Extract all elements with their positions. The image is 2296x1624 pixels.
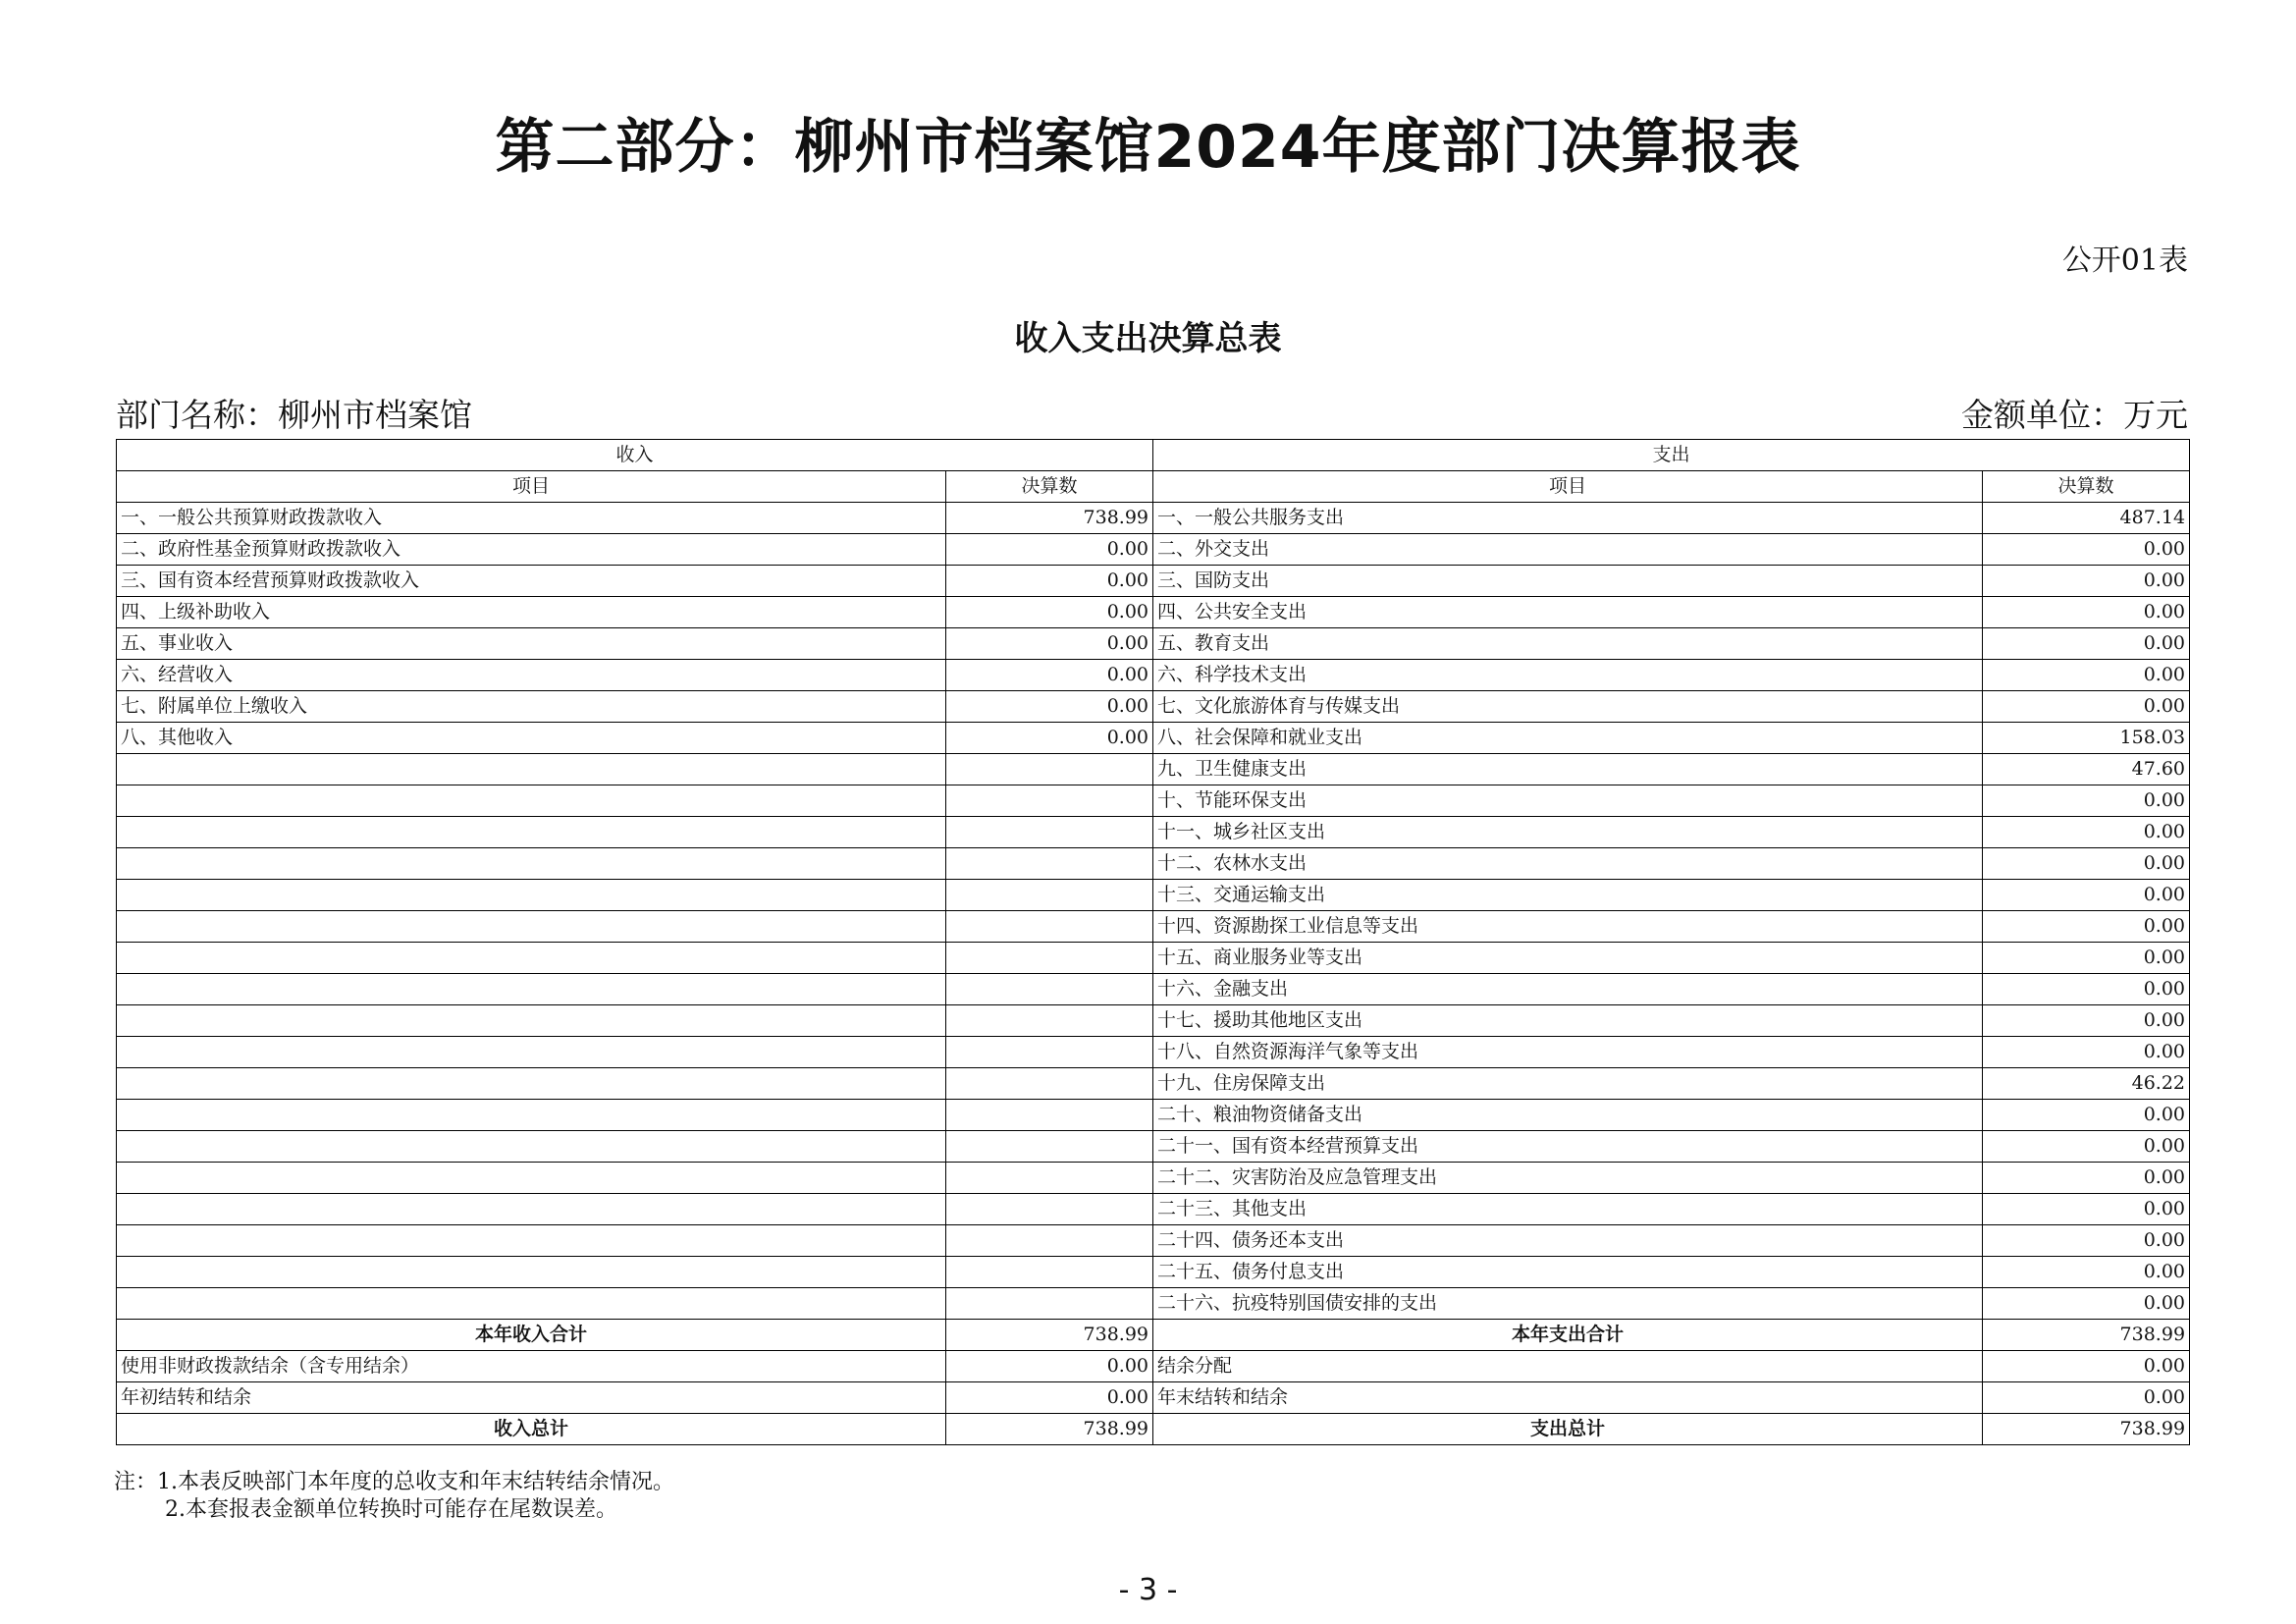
expenditure-item: 年末结转和结余 (1153, 1382, 1983, 1414)
expenditure-item: 一、一般公共服务支出 (1153, 503, 1983, 534)
income-amount (946, 848, 1153, 880)
income-item (117, 785, 946, 817)
year-income-total-label: 本年收入合计 (117, 1320, 946, 1351)
income-amount (946, 1288, 1153, 1320)
form-code: 公开01表 (2061, 244, 2188, 278)
income-amount (946, 943, 1153, 974)
income-item (117, 1037, 946, 1068)
expenditure-grand-total-label: 支出总计 (1153, 1414, 1983, 1445)
table-row (117, 723, 2190, 754)
expenditure-amount: 0.00 (1983, 1163, 2190, 1194)
expenditure-item: 十二、农林水支出 (1153, 848, 1983, 880)
income-item (117, 943, 946, 974)
notes (114, 1469, 674, 1524)
amount-unit: 金额单位：万元 (1961, 396, 2188, 434)
table-row (117, 1194, 2190, 1225)
income-item (117, 880, 946, 911)
income-item (117, 1131, 946, 1163)
expenditure-grand-total-amount: 738.99 (1983, 1414, 2190, 1445)
expenditure-item: 十五、商业服务业等支出 (1153, 943, 1983, 974)
table-row (117, 1351, 2190, 1382)
expenditure-item: 十六、金融支出 (1153, 974, 1983, 1005)
table-row (117, 1163, 2190, 1194)
expenditure-item: 十八、自然资源海洋气象等支出 (1153, 1037, 1983, 1068)
income-amount (946, 1194, 1153, 1225)
income-amount: 738.99 (946, 503, 1153, 534)
income-amount (946, 1257, 1153, 1288)
income-item (117, 1100, 946, 1131)
table-row (117, 566, 2190, 597)
expenditure-item: 结余分配 (1153, 1351, 1983, 1382)
income-amount (946, 754, 1153, 785)
expenditure-item: 二十、粮油物资储备支出 (1153, 1100, 1983, 1131)
income-item (117, 848, 946, 880)
income-amount (946, 974, 1153, 1005)
expenditure-section-header: 支出 (1153, 440, 2190, 471)
expenditure-amount: 0.00 (1983, 880, 2190, 911)
expenditure-amount: 0.00 (1983, 1382, 2190, 1414)
page-number: - 3 - (1118, 1573, 1178, 1607)
income-item (117, 1288, 946, 1320)
note-1: 注：1.本表反映部门本年度的总收支和年末结转结余情况。 (114, 1470, 674, 1494)
income-item: 五、事业收入 (117, 628, 946, 660)
expenditure-amount-header: 决算数 (1983, 471, 2190, 503)
table-row (117, 1225, 2190, 1257)
expenditure-amount: 0.00 (1983, 1100, 2190, 1131)
year-income-total-amount: 738.99 (946, 1320, 1153, 1351)
income-item (117, 754, 946, 785)
expenditure-item: 十一、城乡社区支出 (1153, 817, 1983, 848)
expenditure-amount: 0.00 (1983, 1194, 2190, 1225)
table-row (117, 1288, 2190, 1320)
income-amount: 0.00 (946, 723, 1153, 754)
table-row (117, 943, 2190, 974)
expenditure-amount: 158.03 (1983, 723, 2190, 754)
table-row (117, 1100, 2190, 1131)
expenditure-amount: 0.00 (1983, 660, 2190, 691)
table-row (117, 1382, 2190, 1414)
income-amount: 0.00 (946, 566, 1153, 597)
income-amount (946, 1131, 1153, 1163)
income-item (117, 1005, 946, 1037)
year-expenditure-total-label: 本年支出合计 (1153, 1320, 1983, 1351)
expenditure-item: 十四、资源勘探工业信息等支出 (1153, 911, 1983, 943)
table-row (117, 1257, 2190, 1288)
income-item: 使用非财政拨款结余（含专用结余） (117, 1351, 946, 1382)
table-row (117, 1037, 2190, 1068)
expenditure-amount: 0.00 (1983, 691, 2190, 723)
income-item (117, 817, 946, 848)
income-amount: 0.00 (946, 628, 1153, 660)
expenditure-amount: 0.00 (1983, 1005, 2190, 1037)
section-header-row (117, 440, 2190, 471)
expenditure-amount: 0.00 (1983, 848, 2190, 880)
expenditure-amount: 0.00 (1983, 597, 2190, 628)
expenditure-amount: 0.00 (1983, 1131, 2190, 1163)
income-amount (946, 1163, 1153, 1194)
expenditure-item-header: 项目 (1153, 471, 1983, 503)
table-row (117, 848, 2190, 880)
income-item (117, 974, 946, 1005)
expenditure-item: 八、社会保障和就业支出 (1153, 723, 1983, 754)
expenditure-amount: 47.60 (1983, 754, 2190, 785)
expenditure-item: 四、公共安全支出 (1153, 597, 1983, 628)
table-row (117, 1068, 2190, 1100)
income-amount: 0.00 (946, 597, 1153, 628)
income-item-header: 项目 (117, 471, 946, 503)
table-row (117, 880, 2190, 911)
expenditure-amount: 0.00 (1983, 785, 2190, 817)
income-item (117, 1068, 946, 1100)
income-amount: 0.00 (946, 660, 1153, 691)
expenditure-item: 十九、住房保障支出 (1153, 1068, 1983, 1100)
expenditure-amount: 0.00 (1983, 974, 2190, 1005)
expenditure-amount: 0.00 (1983, 1288, 2190, 1320)
table-row (117, 974, 2190, 1005)
expenditure-amount: 0.00 (1983, 911, 2190, 943)
expenditure-amount: 0.00 (1983, 1225, 2190, 1257)
expenditure-amount: 0.00 (1983, 566, 2190, 597)
expenditure-item: 七、文化旅游体育与传媒支出 (1153, 691, 1983, 723)
expenditure-item: 二十六、抗疫特别国债安排的支出 (1153, 1288, 1983, 1320)
year-expenditure-total-amount: 738.99 (1983, 1320, 2190, 1351)
expenditure-amount: 0.00 (1983, 534, 2190, 566)
expenditure-item: 六、科学技术支出 (1153, 660, 1983, 691)
column-header-row (117, 471, 2190, 503)
income-amount (946, 1037, 1153, 1068)
expenditure-item: 五、教育支出 (1153, 628, 1983, 660)
income-amount (946, 911, 1153, 943)
expenditure-item: 二十五、债务付息支出 (1153, 1257, 1983, 1288)
table-row (117, 817, 2190, 848)
expenditure-item: 十三、交通运输支出 (1153, 880, 1983, 911)
expenditure-item: 二十三、其他支出 (1153, 1194, 1983, 1225)
income-item: 六、经营收入 (117, 660, 946, 691)
table-row (117, 911, 2190, 943)
expenditure-amount: 0.00 (1983, 628, 2190, 660)
income-amount: 0.00 (946, 1382, 1153, 1414)
income-amount (946, 1005, 1153, 1037)
expenditure-amount: 0.00 (1983, 943, 2190, 974)
table-row (117, 785, 2190, 817)
table-row (117, 754, 2190, 785)
expenditure-amount: 0.00 (1983, 1037, 2190, 1068)
expenditure-amount: 0.00 (1983, 1351, 2190, 1382)
income-item (117, 911, 946, 943)
income-expenditure-table (116, 439, 2190, 1445)
expenditure-item: 十、节能环保支出 (1153, 785, 1983, 817)
income-item (117, 1163, 946, 1194)
income-item: 三、国有资本经营预算财政拨款收入 (117, 566, 946, 597)
expenditure-item: 二十四、债务还本支出 (1153, 1225, 1983, 1257)
table-row (117, 1005, 2190, 1037)
income-item: 一、一般公共预算财政拨款收入 (117, 503, 946, 534)
table-row (117, 691, 2190, 723)
expenditure-item: 二、外交支出 (1153, 534, 1983, 566)
table-row (117, 597, 2190, 628)
income-amount (946, 785, 1153, 817)
expenditure-item: 二十一、国有资本经营预算支出 (1153, 1131, 1983, 1163)
expenditure-item: 十七、援助其他地区支出 (1153, 1005, 1983, 1037)
income-amount (946, 1225, 1153, 1257)
income-amount-header: 决算数 (946, 471, 1153, 503)
expenditure-amount: 46.22 (1983, 1068, 2190, 1100)
expenditure-amount: 487.14 (1983, 503, 2190, 534)
income-item (117, 1225, 946, 1257)
expenditure-item: 九、卫生健康支出 (1153, 754, 1983, 785)
expenditure-amount: 0.00 (1983, 817, 2190, 848)
table-row (117, 660, 2190, 691)
table-row (117, 628, 2190, 660)
income-item (117, 1194, 946, 1225)
income-grand-total-amount: 738.99 (946, 1414, 1153, 1445)
income-item (117, 1257, 946, 1288)
expenditure-amount: 0.00 (1983, 1257, 2190, 1288)
income-item: 年初结转和结余 (117, 1382, 946, 1414)
income-item: 七、附属单位上缴收入 (117, 691, 946, 723)
table-row (117, 503, 2190, 534)
note-2: 2.本套报表金额单位转换时可能存在尾数误差。 (165, 1497, 617, 1522)
income-amount: 0.00 (946, 691, 1153, 723)
department-name: 部门名称：柳州市档案馆 (116, 396, 472, 434)
income-item: 四、上级补助收入 (117, 597, 946, 628)
expenditure-item: 二十二、灾害防治及应急管理支出 (1153, 1163, 1983, 1194)
income-item: 八、其他收入 (117, 723, 946, 754)
grand-total-row (117, 1414, 2190, 1445)
income-amount (946, 1100, 1153, 1131)
income-section-header: 收入 (117, 440, 1153, 471)
income-amount (946, 1068, 1153, 1100)
income-grand-total-label: 收入总计 (117, 1414, 946, 1445)
table-title: 收入支出决算总表 (1014, 319, 1282, 358)
income-item: 二、政府性基金预算财政拨款收入 (117, 534, 946, 566)
expenditure-item: 三、国防支出 (1153, 566, 1983, 597)
income-amount: 0.00 (946, 1351, 1153, 1382)
table-row (117, 534, 2190, 566)
page-title: 第二部分：柳州市档案馆2024年度部门决算报表 (495, 113, 1801, 182)
income-amount: 0.00 (946, 534, 1153, 566)
year-total-row (117, 1320, 2190, 1351)
income-amount (946, 880, 1153, 911)
income-amount (946, 817, 1153, 848)
table-row (117, 1131, 2190, 1163)
